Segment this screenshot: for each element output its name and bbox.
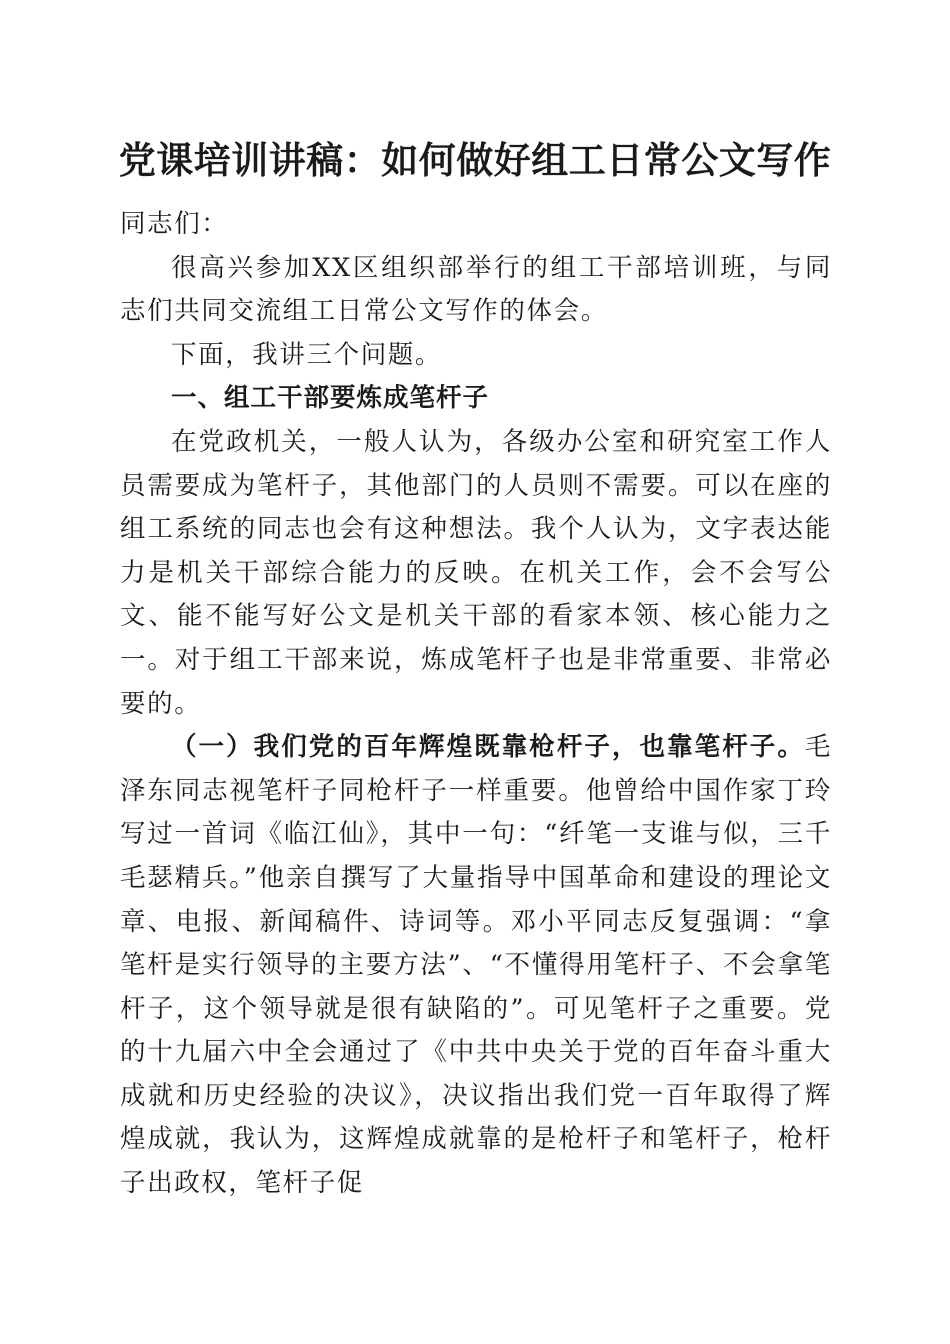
salutation: 同志们： (120, 209, 229, 239)
intro-paragraph: 很高兴参加XX区组织部举行的组工干部培训班，与同志们共同交流组工日常公文写作的体会。 (120, 252, 832, 327)
subsection-text: 毛泽东同志视笔杆子同枪杆子一样重要。他曾给中国作家丁玲写过一首词《临江仙》，其中一句：“纤笔一支谁与似，三千毛瑟精兵。”他亲自撰写了大量指导中国革命和建设的理论文章、电报、新闻稿件、诗词等。邓小平同志反复强调：“拿笔杆是实行领导的主要方法”、“不懂得用笔杆子、不会拿笔杆子，这个领导就是很有缺陷的”。可见笔杆子之重要。党的十九届六中全会通过了《中共中央关于党的百年奋斗重大成就和历史经验的决议》，决议指出我们党一百年取得了辉煌成就，我认为，这辉煌成就靠的是枪杆子和笔杆子，枪杆子出政权，笔杆子促 (120, 732, 832, 1199)
subsection-paragraph (120, 726, 832, 1206)
section-heading: 一、组工干部要炼成笔杆子 (171, 383, 490, 414)
subsection-lead: （一）我们党的百年辉煌既靠枪杆子，也靠笔杆子。 (171, 732, 805, 763)
document-title: 党课培训讲稿：如何做好组工日常公文写作 (118, 138, 832, 182)
document-body (120, 203, 832, 1206)
section-paragraph: 在党政机关，一般人认为，各级办公室和研究室工作人员需要成为笔杆子，其他部门的人员则不需要。可以在座的组工系统的同志也会有这种想法。我个人认为，文字表达能力是机关干部综合能力的反映。在机关工作，会不会写公文、能不能写好公文是机关干部的看家本领、核心能力之一。对于组工干部来说，炼成笔杆子也是非常重要、非常必要的。 (120, 426, 832, 719)
outline-paragraph: 下面，我讲三个问题。 (171, 339, 443, 370)
